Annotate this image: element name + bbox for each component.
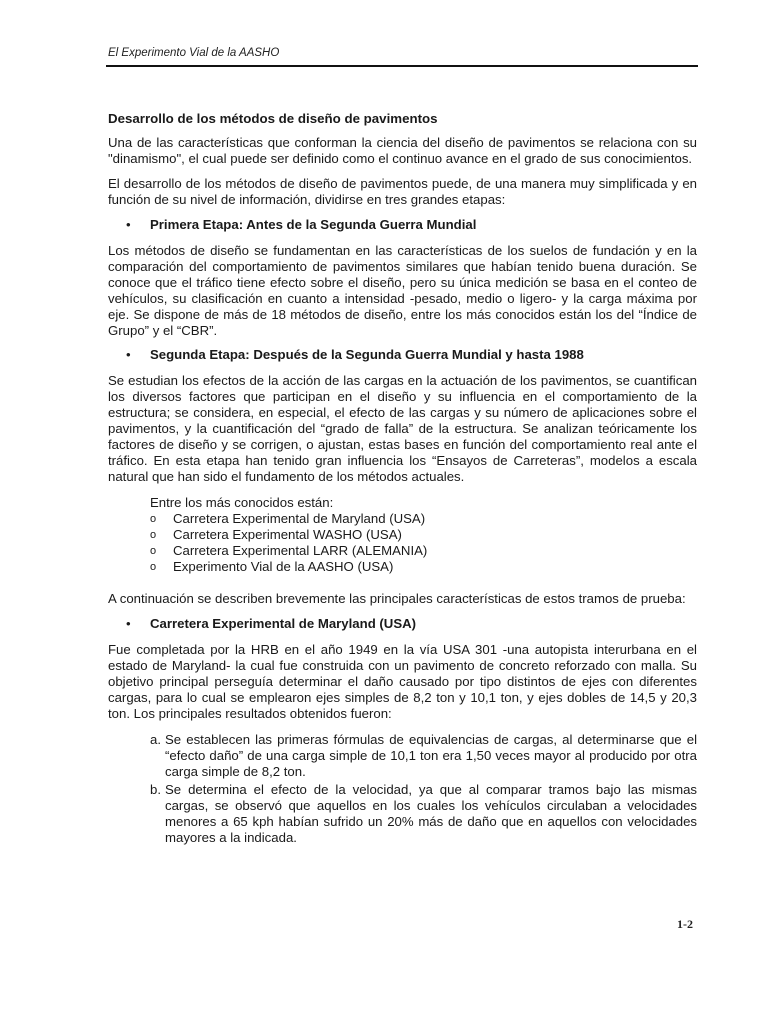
page-body — [108, 111, 697, 848]
result-marker: b. — [150, 782, 161, 797]
test-roads-list — [150, 511, 697, 575]
stage1-heading — [108, 217, 697, 233]
bullet-icon: • — [126, 616, 131, 631]
result-item: b. Se determina el efecto de la velocidad, ya que al comparar tramos bajo las mismas cargas, se observó que aquellos en los cuales los vehículos circulaban a velocidades menores a 65 kph habían sufrido un 20% más de daño que en aquellos con velocidades mayores a la indicada. — [150, 782, 697, 845]
running-header: El Experimento Vial de la AASHO — [108, 47, 280, 59]
list-item: o Carretera Experimental WASHO (USA) — [150, 527, 402, 542]
stage2-heading — [108, 347, 697, 363]
list-item: o Experimento Vial de la AASHO (USA) — [150, 559, 394, 574]
result-marker: a. — [150, 732, 161, 747]
list-item: o Carretera Experimental de Maryland (USA) — [150, 511, 426, 526]
circle-bullet-icon: o — [150, 561, 157, 573]
section-title: Desarrollo de los métodos de diseño de pavimentos — [108, 111, 438, 126]
maryland-results — [150, 732, 697, 846]
stage1-text: Los métodos de diseño se fundamentan en las características de los suelos de fundación y en la comparación del comportamiento de pavimentos similares que habían tenido buena duración. Se conoce que el tráfico tiene efecto sobre el diseño, pero su única medición se basa en el conteo de vehículos, su clasificación en cuanto a intensidad -pesado, medio o ligero- y la carga máxima por eje. Se dispone de más de 18 métodos de diseño, entre los más conocidos están los del “Índice de Grupo” y el “CBR”. — [108, 243, 697, 338]
bullet-icon: • — [126, 347, 131, 362]
circle-bullet-icon: o — [150, 529, 157, 541]
circle-bullet-icon: o — [150, 545, 157, 557]
stage2-title: Segunda Etapa: Después de la Segunda Guerra Mundial y hasta 1988 — [150, 347, 584, 362]
maryland-text: Fue completada por la HRB en el año 1949 en la vía USA 301 -una autopista interurbana en el estado de Maryland- la cual fue construida con un pavimento de concreto reforzado con malla. Su objetivo principal perseguía determinar el daño causado por tipo distintos de ejes con diferentes cargas, para lo cual se emplearon ejes simples de 8,2 ton y 10,1 ton, y ejes dobles de 14,5 y 20,3 ton. Los principales resultados obtenidos fueron: — [108, 642, 697, 721]
transition-paragraph: A continuación se describen brevemente las principales características de estos tramos de prueba: — [108, 591, 686, 606]
circle-bullet-icon: o — [150, 513, 157, 525]
stage1-title: Primera Etapa: Antes de la Segunda Guerra Mundial — [150, 217, 477, 232]
maryland-heading — [108, 616, 697, 632]
stage2-text: Se estudian los efectos de la acción de las cargas en la actuación de los pavimentos, se cuantifican los diversos factores que participan en el diseño y su influencia en el comportamiento de la estructura; se considera, en especial, el efecto de las cargas y su número de aplicaciones sobre el pavimentos, y la cuantificación del “grado de falla” de la estructura. Se analizan teóricamente los factores de diseño y se corrigen, o ajustan, estas bases en función del comportamiento real ante el tráfico. En esta etapa han tenido gran influencia los “Ensayos de Carreteras”, modelos a escala natural que han sido el fundamento de los métodos actuales. — [108, 373, 697, 484]
result-item: a. Se establecen las primeras fórmulas de equivalencias de cargas, al determinarse que el “efecto daño” de una carga simple de 10,1 ton era 1,50 veces mayor al producido por otra carga simple de 8,2 ton. — [150, 732, 697, 779]
stage2-list-intro: Entre los más conocidos están: — [150, 495, 334, 510]
intro-paragraph-1: Una de las características que conforman la ciencia del diseño de pavimentos se relaciona con su "dinamismo", el cual puede ser definido como el continuo avance en el grado de sus conocimientos. — [108, 135, 697, 166]
header-rule — [106, 65, 698, 67]
bullet-icon: • — [126, 217, 131, 232]
list-item: o Carretera Experimental LARR (ALEMANIA) — [150, 543, 428, 558]
intro-paragraph-2: El desarrollo de los métodos de diseño de pavimentos puede, de una manera muy simplificada y en función de su nivel de información, dividirse en tres grandes etapas: — [108, 176, 697, 207]
maryland-title: Carretera Experimental de Maryland (USA) — [150, 616, 417, 631]
page-number: 1-2 — [677, 917, 693, 931]
